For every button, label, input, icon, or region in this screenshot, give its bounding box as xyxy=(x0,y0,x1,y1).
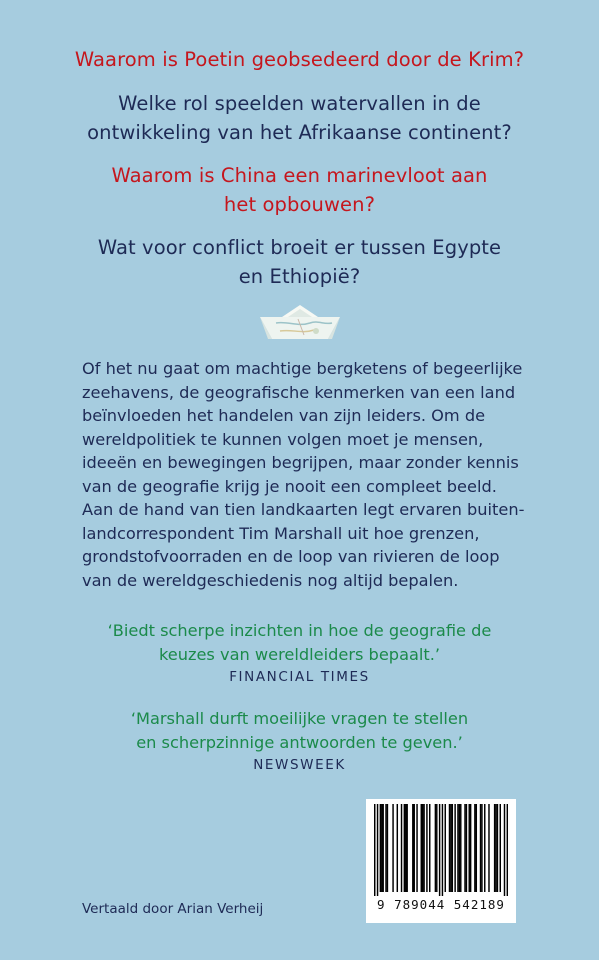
barcode-bar xyxy=(401,804,402,892)
barcode-bar xyxy=(466,804,467,892)
barcode-bar xyxy=(500,804,501,892)
description-line: Aan de hand van tien landkaarten legt ervaren buiten- xyxy=(82,500,525,519)
barcode-bar xyxy=(436,804,437,892)
question-line: ontwikkeling van het Afrikaanse continent? xyxy=(87,121,512,144)
barcode-bar xyxy=(385,804,386,892)
barcode-bar xyxy=(377,804,378,896)
question-crimea xyxy=(0,45,599,74)
barcode-bar xyxy=(459,804,460,892)
barcode-bar xyxy=(469,804,470,892)
isbn-barcode xyxy=(366,799,516,923)
barcode-bar xyxy=(450,804,451,892)
question-line: en Ethiopië? xyxy=(238,265,361,288)
barcode-bar xyxy=(460,804,461,892)
description-line: landcorrespondent Tim Marshall uit hoe grenzen, xyxy=(82,523,480,543)
barcode-bar xyxy=(435,804,436,892)
barcode-bar xyxy=(405,804,406,892)
description-line: wereldpolitiek te kunnen volgen moet je mensen, xyxy=(82,429,484,449)
barcode-bar xyxy=(397,804,398,892)
quote-source: FINANCIAL TIMES xyxy=(229,669,370,685)
barcode-bar xyxy=(392,804,393,892)
quote-source: NEWSWEEK xyxy=(253,757,346,773)
barcode-bar xyxy=(404,804,405,892)
question-line: Waarom is China een marinevloot aan xyxy=(111,164,488,187)
barcode-bar xyxy=(382,804,383,892)
description-line: ideeën en bewegingen begrijpen, maar zonder kennis xyxy=(82,453,519,472)
barcode-bar xyxy=(442,804,443,896)
barcode-bar xyxy=(494,804,495,892)
barcode-bar xyxy=(504,804,505,896)
barcode-bar xyxy=(495,804,496,892)
barcode-bar xyxy=(464,804,465,892)
description-line: beïnvloeden het handelen van zijn leiders. Om de xyxy=(82,406,486,425)
barcode-bar xyxy=(426,804,427,892)
barcode-bar xyxy=(422,804,423,892)
question-line: Wat voor conflict broeit er tussen Egypte xyxy=(97,236,502,259)
description-line: van de geografie krijg je nooit een compleet beeld. xyxy=(82,476,497,496)
question-egypt-ethiopia xyxy=(0,233,599,291)
quote-line: ‘Biedt scherpe inzichten in hoe de geografie de xyxy=(107,621,492,640)
description-line: van de wereldgeschiedenis nog altijd bepalen. xyxy=(82,570,459,590)
question-line: Welke rol speelden watervallen in de xyxy=(118,92,481,115)
barcode-bar xyxy=(457,804,458,892)
barcode-bar xyxy=(484,804,485,892)
description-line: grondstofvoorraden en de loop van rivieren de loop xyxy=(82,547,500,566)
barcode-bar xyxy=(481,804,482,892)
barcode-bar xyxy=(421,804,422,892)
barcode-bar xyxy=(497,804,498,892)
paper-boat-icon xyxy=(258,305,342,345)
barcode-bar xyxy=(452,804,453,892)
barcode-bar xyxy=(474,804,475,892)
barcode-bar xyxy=(387,804,388,892)
barcode-bars xyxy=(374,804,508,896)
quote-line: en scherpzinnige antwoorden te geven.’ xyxy=(136,732,463,752)
barcode-bar xyxy=(412,804,413,892)
translator-credit: Vertaald door Arian Verheij xyxy=(82,901,264,917)
barcode-bar xyxy=(381,804,382,892)
question-waterfalls xyxy=(0,89,599,147)
review-quote-financial-times xyxy=(0,619,599,688)
barcode-bar xyxy=(416,804,417,892)
barcode-bar xyxy=(423,804,424,892)
barcode-bar xyxy=(470,804,471,892)
description-line: Of het nu gaat om machtige bergketens of begeerlijke xyxy=(82,359,523,378)
barcode-bar xyxy=(476,804,477,892)
barcode-bar xyxy=(449,804,450,892)
question-china-navy xyxy=(0,161,599,219)
barcode-bar xyxy=(429,804,430,892)
barcode-bar xyxy=(480,804,481,892)
barcode-bar xyxy=(488,804,489,892)
book-description xyxy=(82,357,525,592)
barcode-bar xyxy=(413,804,414,892)
isbn-number: 9 789044 542189 xyxy=(377,897,505,912)
review-quote-newsweek xyxy=(0,707,599,776)
quote-line: ‘Marshall durft moeilijke vragen te stellen xyxy=(130,709,469,728)
barcode-bar xyxy=(507,804,508,896)
barcode-bar xyxy=(439,804,440,896)
barcode-bar xyxy=(374,804,375,896)
barcode-bar xyxy=(406,804,407,892)
barcode-bar xyxy=(445,804,446,892)
quote-line: keuzes van wereldleiders bepaalt.’ xyxy=(158,644,441,664)
barcode-bar xyxy=(380,804,381,892)
question-line: het opbouwen? xyxy=(223,193,376,216)
question-line: Waarom is Poetin geobsedeerd door de Krim? xyxy=(74,48,525,71)
barcode-bar xyxy=(454,804,455,892)
description-line: zeehavens, de geografische kenmerken van een land xyxy=(82,382,516,402)
